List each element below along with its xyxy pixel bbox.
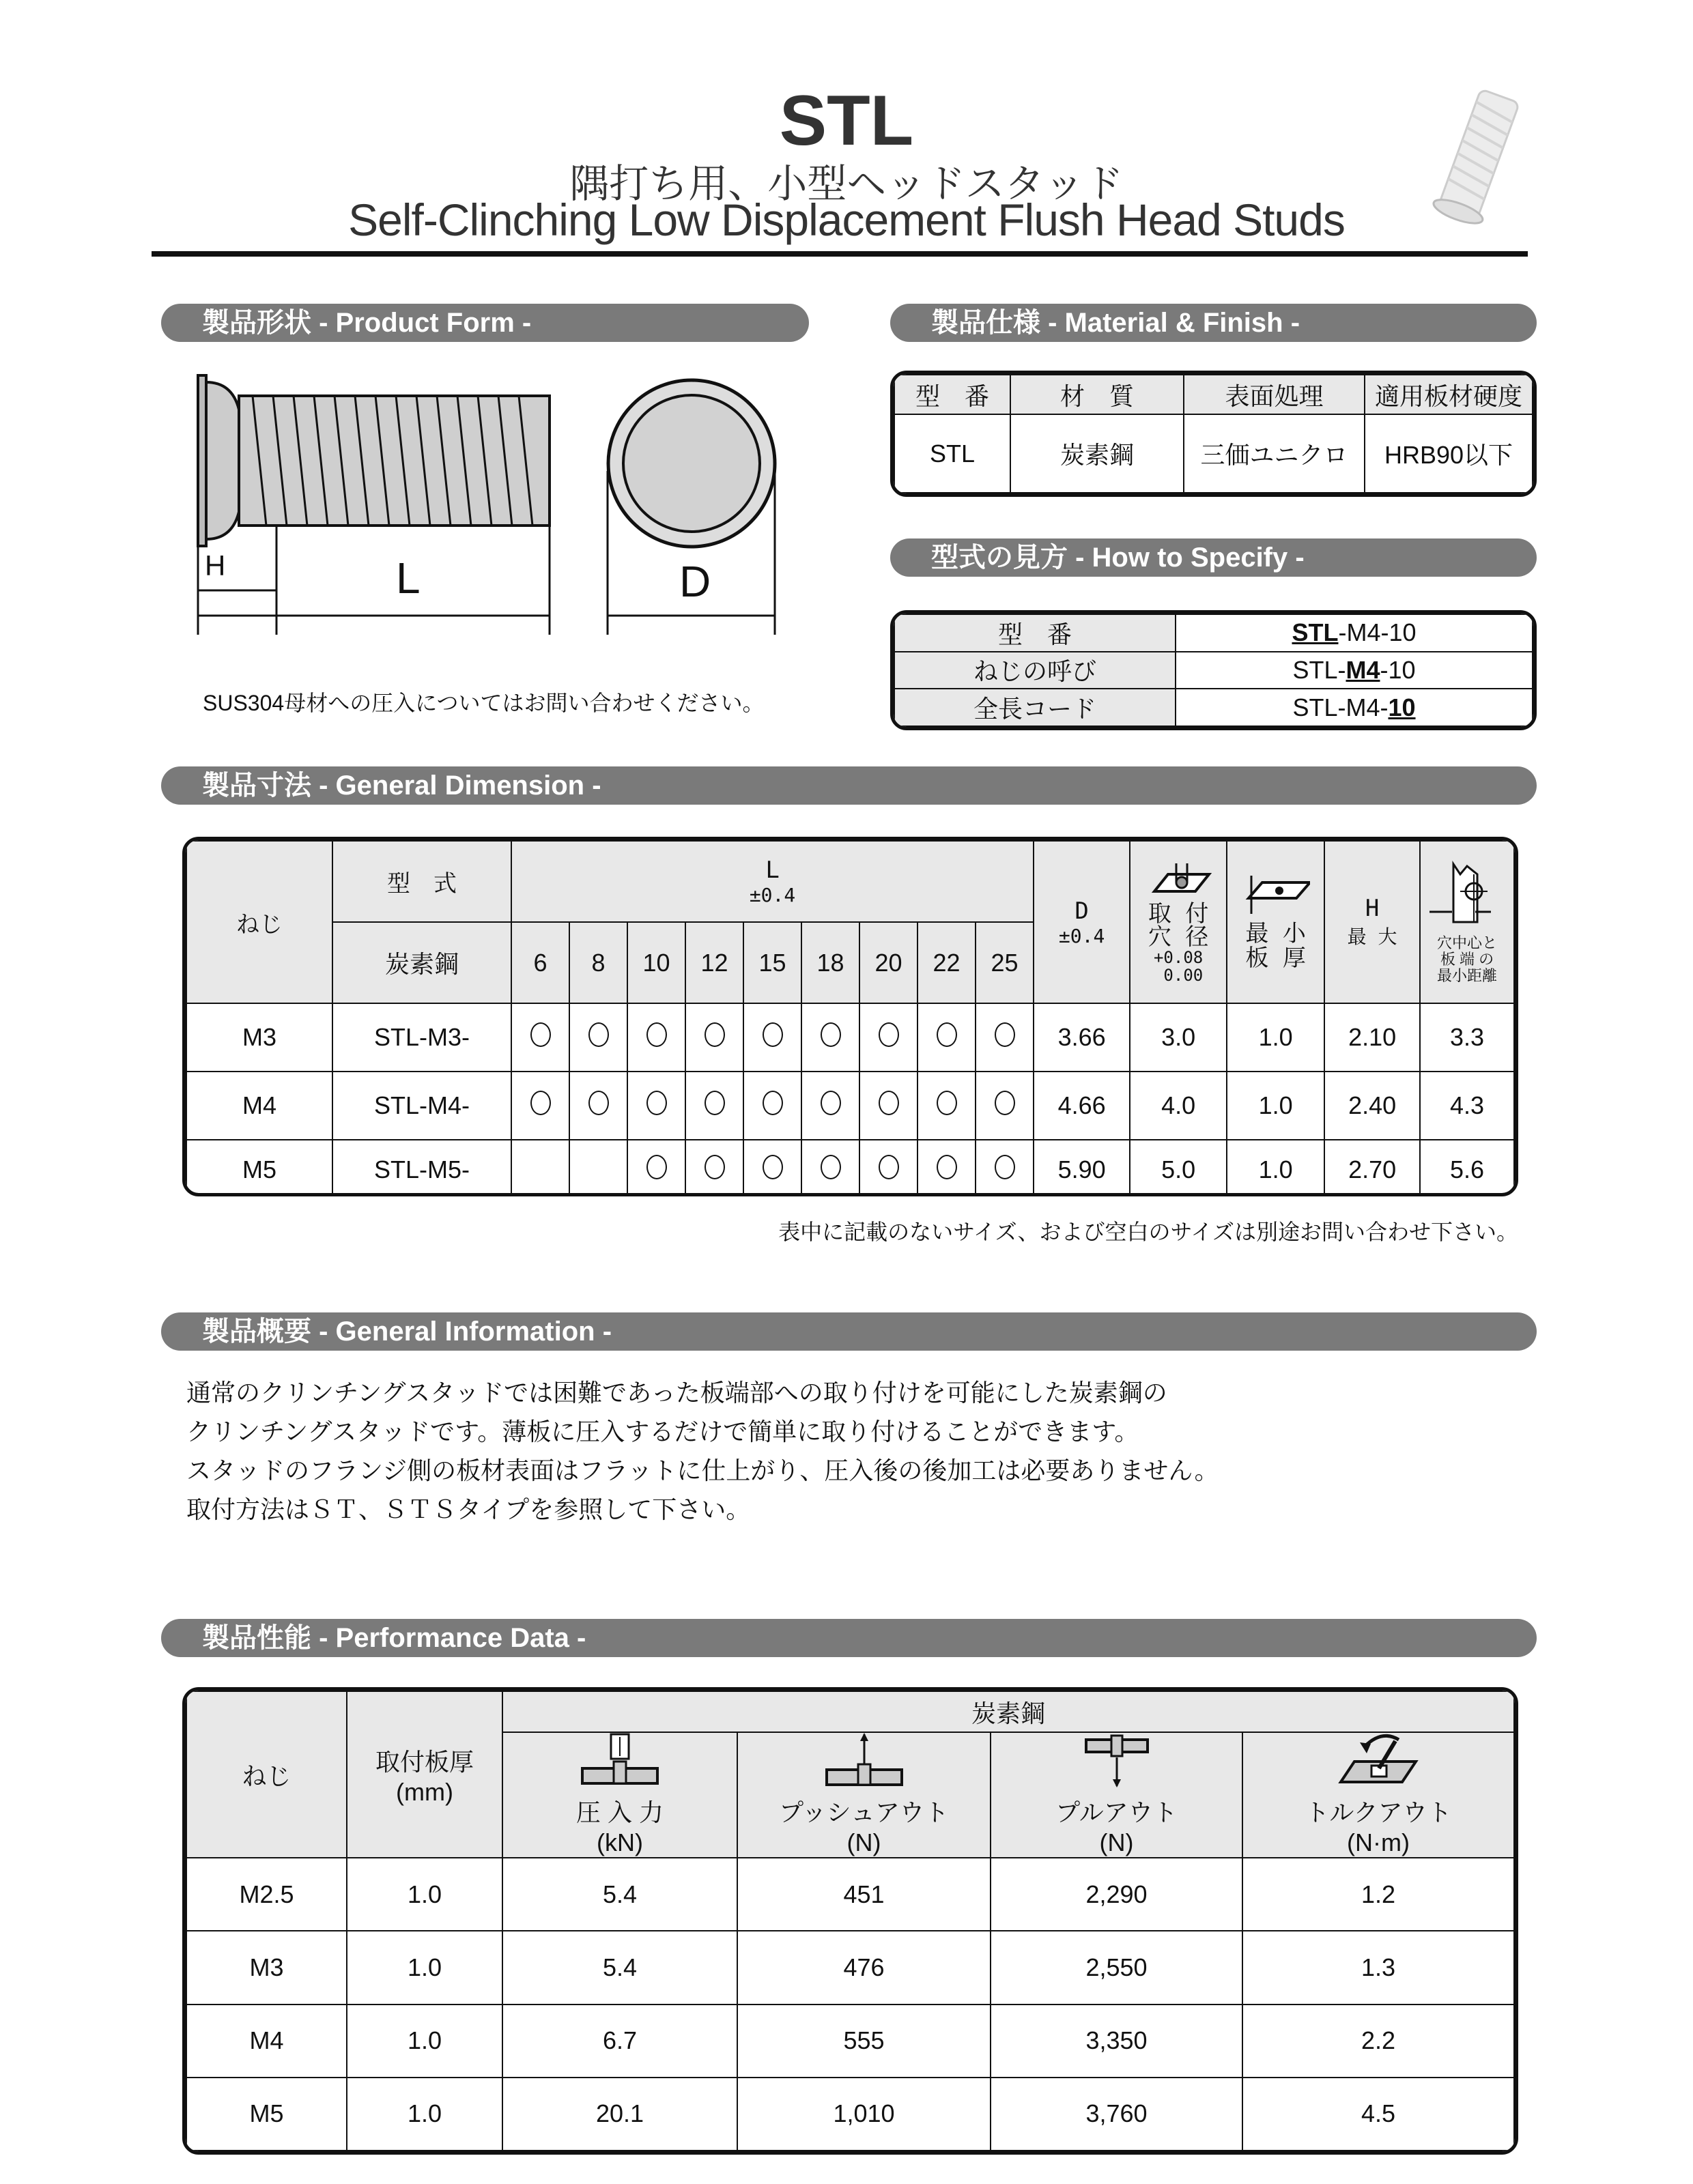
length-availability <box>976 1140 1034 1196</box>
spec-post: -10 <box>1380 655 1416 684</box>
dimension-table <box>182 837 1518 1196</box>
performance-table <box>182 1687 1518 2155</box>
torque-out-icon <box>1334 1733 1423 1787</box>
general-info-text <box>186 1373 1219 1529</box>
perf-value: 555 <box>737 2005 991 2078</box>
product-subtitle-en: Self-Clinching Low Displacement Flush Head Studs <box>348 195 1345 245</box>
available-mark-icon <box>646 1155 667 1179</box>
section-general-dimension: 製品寸法 - General Dimension - <box>161 766 1537 805</box>
perf-thickness: 1.0 <box>347 1931 502 2004</box>
dim-header-thread: ねじ <box>186 841 332 1003</box>
perf-value: 1,010 <box>737 2078 991 2151</box>
perf-thread: M4 <box>186 2005 347 2078</box>
available-mark-icon <box>995 1155 1015 1179</box>
info-line: クリンチングスタッドです。薄板に圧入するだけで簡単に取り付けることができます。 <box>186 1418 1139 1446</box>
available-mark-icon <box>995 1022 1015 1047</box>
spec-label: ねじの呼び <box>894 652 1176 689</box>
perf-col-label: 圧 入 力 <box>575 1798 664 1826</box>
mat-hardness: HRB90以下 <box>1365 414 1533 493</box>
available-mark-icon <box>879 1155 899 1179</box>
perf-header-thickness <box>347 1691 502 1858</box>
dimension-row <box>186 1140 1514 1196</box>
length-availability <box>976 1072 1034 1140</box>
perf-col-unit: (N·m) <box>1347 1828 1410 1856</box>
perf-thread: M3 <box>186 1931 347 2004</box>
perf-thickness: 1.0 <box>347 2078 502 2151</box>
perf-col-unit: (N) <box>846 1828 881 1856</box>
press-in-icon <box>575 1733 664 1787</box>
performance-row <box>186 2078 1514 2151</box>
length-header: 18 <box>801 922 859 1003</box>
dim-label-d: D <box>679 557 711 606</box>
length-header: 8 <box>569 922 627 1003</box>
length-availability <box>917 1072 976 1140</box>
length-availability <box>627 1003 685 1072</box>
spec-row <box>894 614 1533 652</box>
dim-D: 5.90 <box>1034 1140 1130 1196</box>
length-availability <box>511 1003 569 1072</box>
stud-drawing <box>191 369 792 655</box>
mat-header-hardness: 適用板材硬度 <box>1365 375 1533 414</box>
available-mark-icon <box>763 1091 783 1115</box>
perf-value: 1.3 <box>1242 1931 1514 2004</box>
section-general-information: 製品概要 - General Information - <box>161 1312 1537 1351</box>
length-header: 12 <box>685 922 743 1003</box>
perf-col-header <box>502 1732 737 1858</box>
dim-header-l-tol: ±0.4 <box>749 884 796 906</box>
length-availability <box>801 1072 859 1140</box>
dim-hole: 4.0 <box>1130 1072 1227 1140</box>
pull-out-icon <box>1072 1733 1161 1787</box>
title-rule <box>152 251 1528 257</box>
dim-header-h <box>1324 841 1420 1003</box>
mat-header-material: 材 質 <box>1010 375 1184 414</box>
perf-col-unit: (N) <box>1099 1828 1134 1856</box>
performance-row <box>186 2005 1514 2078</box>
perf-value: 2,290 <box>991 1858 1242 1931</box>
spec-post: -M4-10 <box>1338 618 1417 647</box>
dim-H: 2.10 <box>1324 1003 1420 1072</box>
model-code: STL-M4- <box>332 1072 511 1140</box>
material-table <box>890 371 1537 497</box>
dim-header-sheet-label: 最 小 板 厚 <box>1245 919 1306 972</box>
length-availability <box>627 1072 685 1140</box>
length-availability <box>917 1003 976 1072</box>
dim-header-h-label: H <box>1365 895 1380 922</box>
model-code: STL-M5- <box>332 1140 511 1196</box>
available-mark-icon <box>705 1155 725 1179</box>
spec-pre: STL-M4- <box>1292 693 1389 721</box>
length-header: 10 <box>627 922 685 1003</box>
available-mark-icon <box>646 1091 667 1115</box>
dim-header-d-label: D <box>1075 897 1089 925</box>
length-availability <box>743 1072 801 1140</box>
spec-pre: STL- <box>1292 655 1346 684</box>
perf-value: 3,760 <box>991 2078 1242 2151</box>
length-availability <box>569 1140 627 1196</box>
stud-photo-icon <box>1423 78 1533 235</box>
edge-distance-icon <box>1426 861 1508 929</box>
spec-label: 全長コード <box>894 689 1176 726</box>
dim-D: 4.66 <box>1034 1072 1130 1140</box>
perf-value: 5.4 <box>502 1858 737 1931</box>
length-availability <box>511 1140 569 1196</box>
spec-row <box>894 652 1533 689</box>
length-availability <box>743 1140 801 1196</box>
available-mark-icon <box>937 1022 957 1047</box>
available-mark-icon <box>763 1155 783 1179</box>
available-mark-icon <box>937 1155 957 1179</box>
dim-sheet: 1.0 <box>1227 1140 1324 1196</box>
length-availability <box>511 1072 569 1140</box>
length-availability <box>685 1003 743 1072</box>
available-mark-icon <box>530 1091 551 1115</box>
perf-col-unit: (kN) <box>597 1828 643 1856</box>
dim-header-model: 型 式 <box>332 841 511 922</box>
dim-header-edge-label: 穴中心と 板 端 の 最小距離 <box>1437 934 1498 984</box>
product-code-title: STL <box>779 81 914 160</box>
available-mark-icon <box>530 1022 551 1047</box>
section-material-finish: 製品仕様 - Material & Finish - <box>890 304 1537 342</box>
dim-H: 2.40 <box>1324 1072 1420 1140</box>
push-out-icon <box>820 1733 909 1787</box>
spec-highlight: M4 <box>1346 655 1380 684</box>
dimension-note: 表中に記載のないサイズ、および空白のサイズは別途お問い合わせ下さい。 <box>778 1220 1518 1244</box>
dim-hole: 3.0 <box>1130 1003 1227 1072</box>
dim-header-l: L <box>765 857 780 884</box>
dim-header-hole-tol: +0.08 0.00 <box>1153 947 1204 985</box>
spec-highlight: STL <box>1292 618 1339 647</box>
perf-header-material: 炭素鋼 <box>502 1691 1514 1732</box>
available-mark-icon <box>995 1091 1015 1115</box>
length-availability <box>569 1072 627 1140</box>
dim-edge: 4.3 <box>1420 1072 1514 1140</box>
dim-edge: 3.3 <box>1420 1003 1514 1072</box>
perf-value: 6.7 <box>502 2005 737 2078</box>
dim-label-h: H <box>205 549 226 581</box>
spec-label: 型 番 <box>894 614 1176 652</box>
dim-sheet: 1.0 <box>1227 1003 1324 1072</box>
dim-D: 3.66 <box>1034 1003 1130 1072</box>
model-code: STL-M3- <box>332 1003 511 1072</box>
available-mark-icon <box>763 1022 783 1047</box>
perf-header-thickness-unit: (mm) <box>396 1777 453 1806</box>
spec-value <box>1176 689 1533 726</box>
length-availability <box>976 1003 1034 1072</box>
mat-finish: 三価ユニクロ <box>1184 414 1365 493</box>
available-mark-icon <box>821 1155 841 1179</box>
info-line: スタッドのフランジ側の板材表面はフラットに仕上がり、圧入後の後加工は必要ありません。 <box>186 1456 1219 1484</box>
perf-thickness: 1.0 <box>347 2005 502 2078</box>
available-mark-icon <box>879 1091 899 1115</box>
available-mark-icon <box>821 1091 841 1115</box>
perf-col-label: トルクアウト <box>1305 1798 1452 1826</box>
perf-header-thickness-label: 取付板厚 <box>375 1747 474 1776</box>
dim-header-sheet <box>1227 841 1324 1003</box>
dim-edge: 5.6 <box>1420 1140 1514 1196</box>
spec-highlight: 10 <box>1388 693 1416 721</box>
mounting-hole-icon <box>1144 861 1212 896</box>
mat-model: STL <box>894 414 1010 493</box>
dim-header-hole-label: 取 付 穴 径 <box>1148 900 1209 951</box>
dim-header-edge <box>1420 841 1514 1003</box>
available-mark-icon <box>705 1091 725 1115</box>
performance-row <box>186 1931 1514 2004</box>
length-availability <box>569 1003 627 1072</box>
perf-value: 2.2 <box>1242 2005 1514 2078</box>
info-line: 取付方法はＳＴ、ＳＴＳタイプを参照して下さい。 <box>186 1495 751 1523</box>
perf-value: 4.5 <box>1242 2078 1514 2151</box>
dim-header-material: 炭素鋼 <box>332 922 511 1003</box>
perf-value: 1.2 <box>1242 1858 1514 1931</box>
length-availability <box>859 1140 917 1196</box>
perf-thread: M5 <box>186 2078 347 2151</box>
dim-H: 2.70 <box>1324 1140 1420 1196</box>
length-header: 25 <box>976 922 1034 1003</box>
available-mark-icon <box>646 1022 667 1047</box>
sus304-note: SUS304母材への圧入についてはお問い合わせください。 <box>203 691 765 715</box>
length-availability <box>801 1140 859 1196</box>
mat-header-model: 型 番 <box>894 375 1010 414</box>
available-mark-icon <box>879 1022 899 1047</box>
mat-header-finish: 表面処理 <box>1184 375 1365 414</box>
perf-col-label: プルアウト <box>1055 1798 1178 1826</box>
length-header: 15 <box>743 922 801 1003</box>
available-mark-icon <box>588 1091 609 1115</box>
section-how-to-specify: 型式の見方 - How to Specify - <box>890 538 1537 577</box>
dim-sheet: 1.0 <box>1227 1072 1324 1140</box>
perf-thread: M2.5 <box>186 1858 347 1931</box>
perf-col-label: プッシュアウト <box>779 1798 949 1826</box>
sheet-thickness-icon <box>1242 874 1310 915</box>
spec-table <box>890 610 1537 730</box>
section-performance-data: 製品性能 - Performance Data - <box>161 1619 1537 1657</box>
length-availability <box>627 1140 685 1196</box>
dimension-row <box>186 1072 1514 1140</box>
thread-size: M3 <box>186 1003 332 1072</box>
mat-material: 炭素鋼 <box>1010 414 1184 493</box>
length-availability <box>917 1140 976 1196</box>
dim-header-d <box>1034 841 1130 1003</box>
info-line: 通常のクリンチングスタッドでは困難であった板端部への取り付けを可能にした炭素鋼の <box>186 1379 1167 1407</box>
dim-header-length <box>511 841 1034 922</box>
length-header: 22 <box>917 922 976 1003</box>
length-availability <box>685 1140 743 1196</box>
available-mark-icon <box>588 1022 609 1047</box>
length-availability <box>743 1003 801 1072</box>
perf-header-thread: ねじ <box>186 1691 347 1858</box>
spec-row <box>894 689 1533 726</box>
performance-row <box>186 1858 1514 1931</box>
perf-value: 3,350 <box>991 2005 1242 2078</box>
length-availability <box>859 1072 917 1140</box>
available-mark-icon <box>937 1091 957 1115</box>
perf-col-header <box>737 1732 991 1858</box>
dim-hole: 5.0 <box>1130 1140 1227 1196</box>
available-mark-icon <box>821 1022 841 1047</box>
product-subtitle-ja: 隅打ち用、小型ヘッドスタッド <box>569 162 1124 206</box>
perf-value: 5.4 <box>502 1931 737 2004</box>
length-availability <box>685 1072 743 1140</box>
perf-thickness: 1.0 <box>347 1858 502 1931</box>
perf-col-header <box>1242 1732 1514 1858</box>
perf-col-header <box>991 1732 1242 1858</box>
dimension-row <box>186 1003 1514 1072</box>
section-product-form: 製品形状 - Product Form - <box>161 304 809 342</box>
length-availability <box>801 1003 859 1072</box>
perf-value: 451 <box>737 1858 991 1931</box>
dim-header-h-sub: 最 大 <box>1347 925 1397 948</box>
perf-value: 2,550 <box>991 1931 1242 2004</box>
length-availability <box>859 1003 917 1072</box>
dim-label-l: L <box>396 554 421 603</box>
length-header: 6 <box>511 922 569 1003</box>
available-mark-icon <box>705 1022 725 1047</box>
perf-value: 20.1 <box>502 2078 737 2151</box>
length-header: 20 <box>859 922 917 1003</box>
dim-header-d-tol: ±0.4 <box>1058 924 1105 947</box>
spec-value <box>1176 652 1533 689</box>
thread-size: M5 <box>186 1140 332 1196</box>
dim-header-hole <box>1130 841 1227 1003</box>
thread-size: M4 <box>186 1072 332 1140</box>
spec-value <box>1176 614 1533 652</box>
perf-value: 476 <box>737 1931 991 2004</box>
